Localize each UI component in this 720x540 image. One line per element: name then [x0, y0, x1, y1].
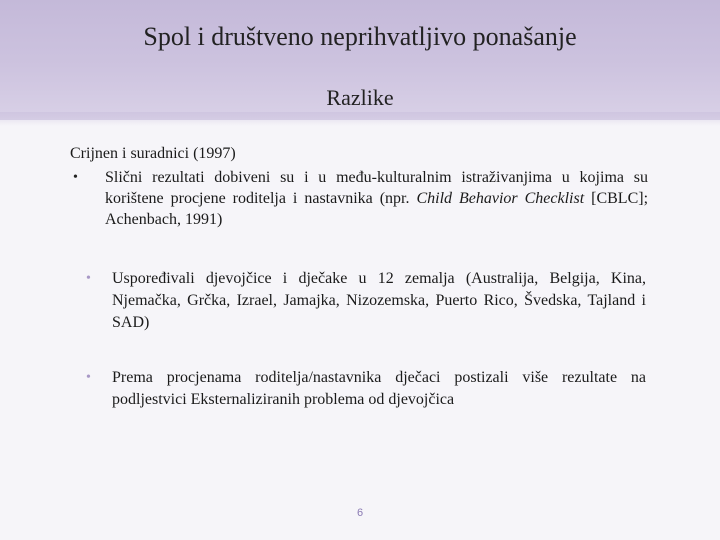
- citation: Crijnen i suradnici (1997): [70, 145, 236, 162]
- bullet-icon: •: [86, 370, 91, 385]
- bullet-icon: •: [86, 271, 91, 286]
- main-bullet-point: [70, 167, 648, 230]
- sub-point-text: Uspoređivali djevojčice i dječake u 12 zemalja (Australija, Belgija, Kina, Njemačka, Grčka, Izrael, Jamajka, Nizozemska, Puerto Rico, Švedska, Tajland i SAD): [112, 270, 646, 331]
- bullet-icon: •: [73, 170, 78, 185]
- sub-bullet-list: [86, 367, 646, 411]
- sub-bullet-point: [86, 268, 646, 334]
- header-shadow: [0, 112, 720, 126]
- main-point-italic: Child Behavior Checklist: [416, 190, 585, 207]
- page-number: 6: [356, 507, 364, 519]
- slide-body: [70, 143, 648, 230]
- main-point-text: Slični rezultati dobiveni su i u među-kulturalnim istraživanjima u kojima su korištene procjene roditelja i nastavnika (npr.: [105, 169, 648, 207]
- sub-bullet-list: [86, 268, 646, 334]
- slide-subtitle: Razlike: [326, 85, 394, 110]
- sub-point-text: Prema procjenama roditelja/nastavnika dječaci postizali više rezultate na podljestvici Eksternaliziranih problema od djevojčica: [112, 369, 646, 408]
- slide-title: Spol i društveno neprihvatljivo ponašanje: [143, 22, 577, 51]
- main-point-text-end: [CBLC]; Achenbach, 1991): [105, 190, 649, 228]
- sub-bullet-point: [86, 367, 646, 411]
